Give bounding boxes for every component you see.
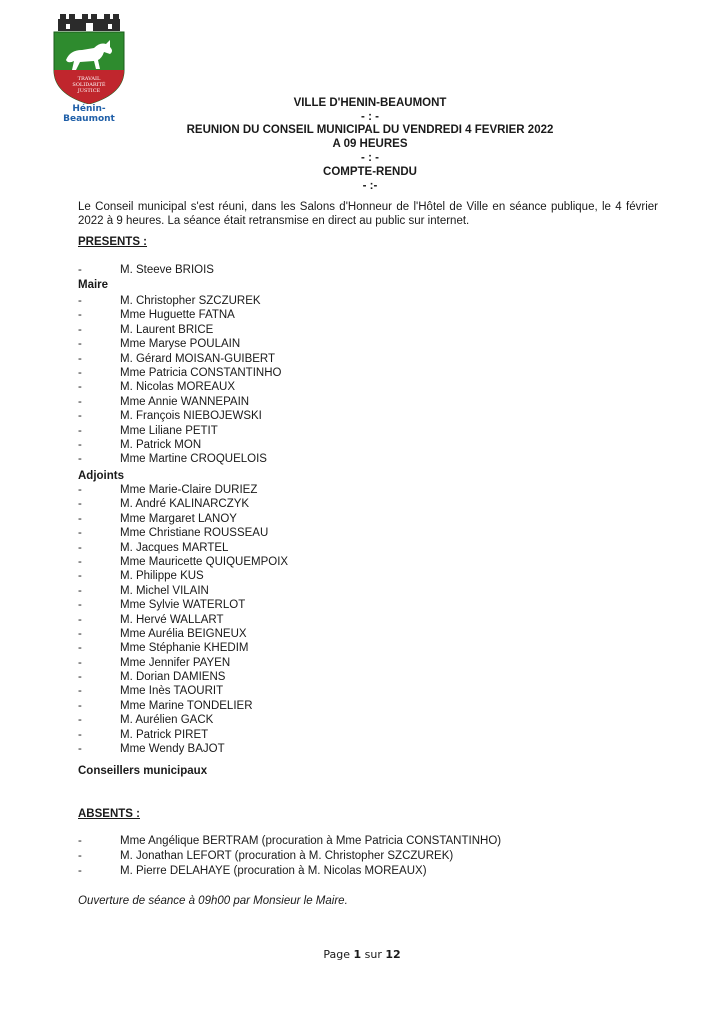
- list-item: - M. André KALINARCZYK: [78, 498, 250, 511]
- list-item: - Mme Annie WANNEPAIN: [78, 395, 250, 408]
- role-label-conseillers: Conseillers municipaux: [78, 765, 208, 777]
- list-item: - M. Laurent BRICE: [78, 323, 214, 336]
- list-item: - Mme Wendy BAJOT: [78, 743, 225, 756]
- role-label-adjoints: Adjoints: [78, 470, 124, 482]
- page-number: Page 1 sur 12: [323, 948, 401, 961]
- city-logo: [48, 14, 130, 104]
- list-item: - M. Steeve BRIOIS: [78, 264, 214, 276]
- list-item: - M. Christopher SZCZUREK: [78, 295, 261, 307]
- meeting-time: A 09 HEURES: [332, 138, 408, 150]
- list-item: - Mme Jennifer PAYEN: [78, 656, 231, 669]
- list-item: - M. Michel VILAIN: [78, 584, 209, 597]
- report-title: COMPTE-RENDU: [323, 166, 417, 178]
- list-item: - M. Nicolas MOREAUX: [78, 381, 236, 394]
- absents-list: [78, 834, 678, 879]
- list-item: - Mme Marine TONDELIER: [78, 699, 253, 712]
- list-item: - Mme Patricia CONSTANTINHO: [78, 366, 282, 379]
- list-item: - Mme Maryse POULAIN: [78, 338, 241, 351]
- list-item: - Mme Angélique BERTRAM (procuration à Mme Patricia CONSTANTINHO): [78, 835, 502, 847]
- list-item: - Mme Stéphanie KHEDIM: [78, 642, 249, 655]
- list-item: - M. Jonathan LEFORT (procuration à M. Christopher SZCZUREK): [78, 850, 454, 862]
- list-item: - Mme Marie-Claire DURIEZ: [78, 484, 258, 496]
- list-item: - Mme Inès TAOURIT: [78, 685, 224, 698]
- intro-paragraph: Le Conseil municipal s'est réuni, dans les Salons d'Honneur de l'Hôtel de Ville en séance publique, le 4 février 2022 à 9 heures. La séance était retransmise en direct au public sur internet.: [78, 201, 658, 227]
- conseillers-list: [78, 483, 678, 756]
- separator: - : -: [361, 152, 379, 164]
- list-item: - M. Gérard MOISAN-GUIBERT: [78, 352, 276, 365]
- opening-statement: Ouverture de séance à 09h00 par Monsieur le Maire.: [78, 895, 348, 907]
- list-item: - M. Jacques MARTEL: [78, 541, 229, 554]
- list-item: - M. Pierre DELAHAYE (procuration à M. Nicolas MOREAUX): [78, 865, 427, 877]
- adjoints-list: [78, 294, 678, 467]
- list-item: - M. François NIEBOJEWSKI: [78, 410, 262, 423]
- list-item: - Mme Christiane ROUSSEAU: [78, 527, 269, 540]
- absents-heading: ABSENTS :: [78, 808, 140, 820]
- list-item: - Mme Sylvie WATERLOT: [78, 599, 246, 612]
- mayor-list: [78, 263, 678, 277]
- logo-town-name: Hénin-Beaumont: [63, 104, 115, 124]
- meeting-title: REUNION DU CONSEIL MUNICIPAL DU VENDREDI 4 FEVRIER 2022: [186, 124, 554, 136]
- list-item: - M. Aurélien GACK: [78, 714, 214, 727]
- list-item: - M. Philippe KUS: [78, 570, 204, 583]
- list-item: - Mme Margaret LANOY: [78, 512, 237, 525]
- role-label-maire: Maire: [78, 279, 109, 291]
- city-title: VILLE D'HENIN-BEAUMONT: [293, 97, 447, 109]
- list-item: - Mme Aurélia BEIGNEUX: [78, 627, 247, 640]
- list-item: - M. Patrick MON: [78, 438, 202, 451]
- list-item: - Mme Martine CROQUELOIS: [78, 453, 267, 466]
- list-item: - M. Patrick PIRET: [78, 728, 209, 741]
- list-item: - M. Dorian DAMIENS: [78, 671, 226, 684]
- list-item: - M. Hervé WALLART: [78, 613, 224, 626]
- separator: - :-: [362, 180, 378, 192]
- list-item: - Mme Liliane PETIT: [78, 424, 218, 437]
- presents-heading: PRESENTS :: [78, 236, 148, 248]
- separator: - : -: [361, 111, 379, 123]
- logo-motto: TRAVAIL SOLIDARITÉ JUSTICE: [72, 76, 106, 94]
- list-item: - Mme Mauricette QUIQUEMPOIX: [78, 555, 289, 568]
- list-item: - Mme Huguette FATNA: [78, 309, 235, 322]
